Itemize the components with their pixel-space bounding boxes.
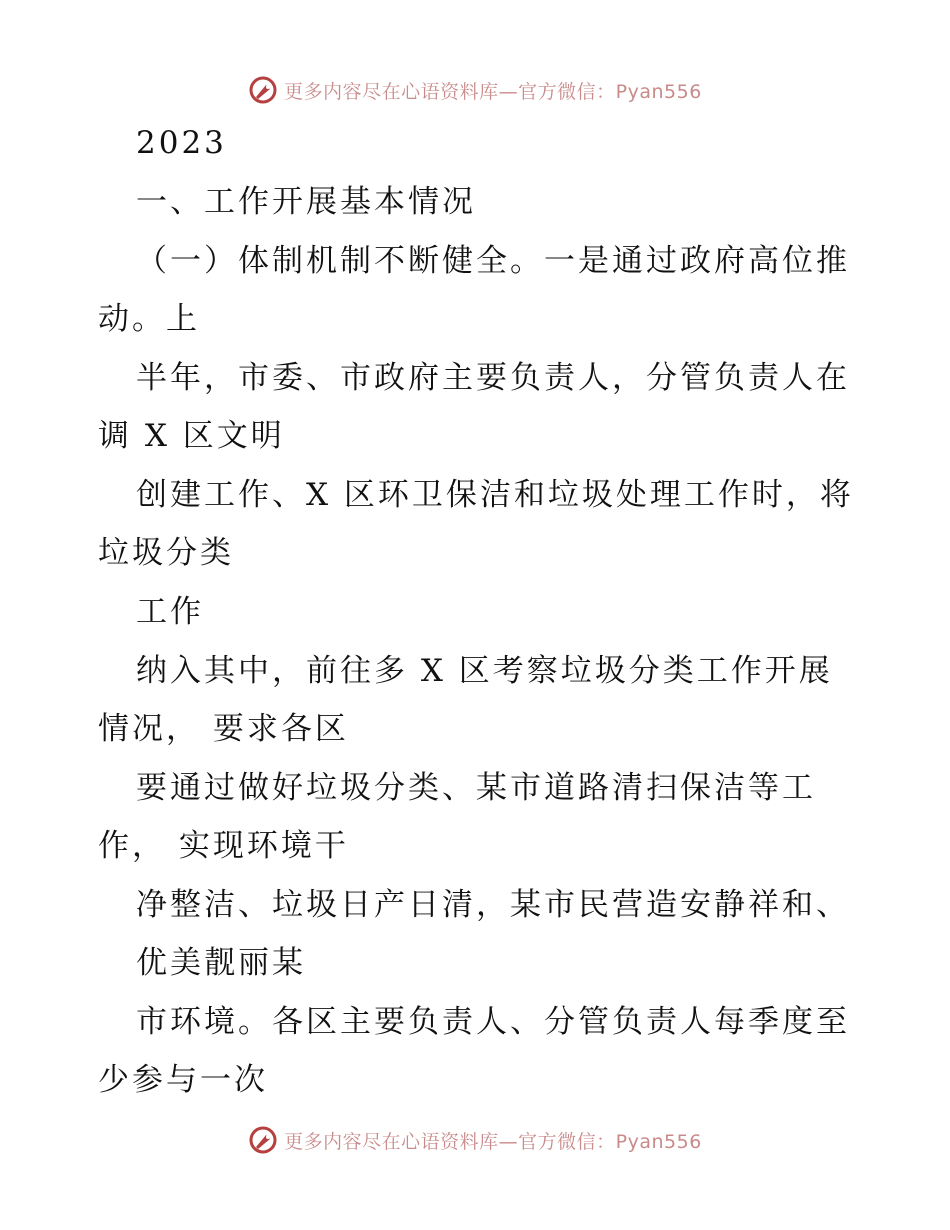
paragraph-line: 半年，市委、市政府主要负责人，分管负责人在 bbox=[136, 360, 850, 396]
paragraph-line: 情况， 要求各区 bbox=[98, 711, 349, 747]
banner-text: 更多内容尽在心语资料库—官方微信：Pyan556 bbox=[284, 80, 702, 103]
banner-text: 更多内容尽在心语资料库—官方微信：Pyan556 bbox=[284, 1130, 702, 1153]
paragraph-line: （一）体制机制不断健全。一是通过政府高位推 bbox=[136, 243, 850, 279]
paragraph-line: 动。上 bbox=[98, 301, 200, 337]
paragraph-line: 纳入其中，前往多 X 区考察垃圾分类工作开展 bbox=[136, 653, 833, 689]
year-line: 2023 bbox=[136, 125, 227, 161]
paragraph-line: 工作 bbox=[136, 594, 204, 630]
paragraph-line: 少参与一次 bbox=[98, 1062, 268, 1098]
section-heading: 一、工作开展基本情况 bbox=[136, 184, 476, 220]
paragraph-line: 创建工作、X 区环卫保洁和垃圾处理工作时，将 bbox=[136, 477, 854, 513]
paragraph-line: 作， 实现环境干 bbox=[98, 828, 349, 864]
paragraph-line: 优美靓丽某 bbox=[136, 945, 306, 981]
paragraph-line: 市环境。各区主要负责人、分管负责人每季度至 bbox=[136, 1004, 850, 1040]
paragraph-line: 净整洁、垃圾日产日清，某市民营造安静祥和、 bbox=[136, 887, 850, 923]
header-banner bbox=[0, 70, 950, 110]
paragraph-line: 要通过做好垃圾分类、某市道路清扫保洁等工 bbox=[136, 770, 816, 806]
pen-nib-circle-icon bbox=[248, 75, 278, 105]
pen-nib-circle-icon bbox=[248, 1125, 278, 1155]
document-body bbox=[98, 126, 858, 1097]
paragraph-line: 垃圾分类 bbox=[98, 535, 234, 571]
paragraph-line: 调 X 区文明 bbox=[98, 418, 285, 454]
footer-banner bbox=[0, 1120, 950, 1160]
